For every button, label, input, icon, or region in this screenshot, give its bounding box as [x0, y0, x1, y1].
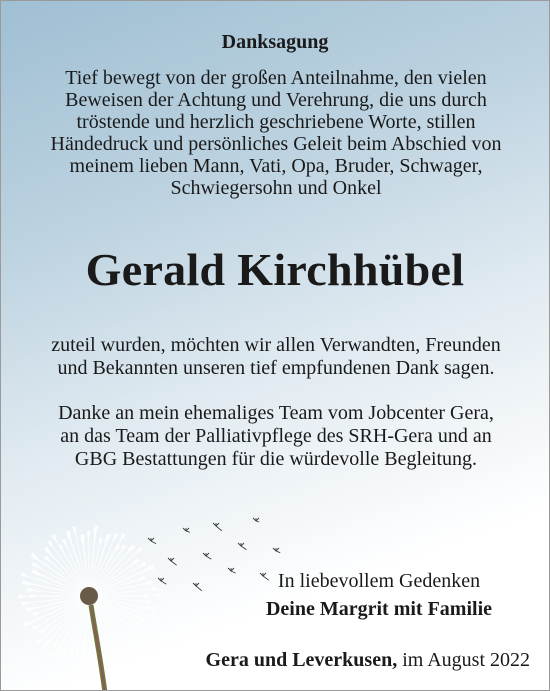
team-line: Danke an mein ehemaliges Team vom Jobcenter Gera, [58, 402, 494, 424]
deceased-name: Gerald Kirchhübel [85, 244, 465, 295]
intro-text [21, 67, 531, 199]
date: im August 2022 [402, 649, 530, 671]
intro-line: Händedruck und persönliches Geleit beim Abschied von [50, 133, 502, 155]
thanks-text [11, 334, 541, 380]
place: Gera und Leverkusen, [205, 649, 398, 671]
remembrance-block [229, 567, 529, 623]
signature: Deine Margrit mit Familie [265, 598, 493, 620]
intro-line: meinem lieben Mann, Vati, Opa, Bruder, Schwager, [69, 155, 483, 177]
remembrance-line: In liebevollem Gedenken [277, 570, 481, 592]
thanks-line: zuteil wurden, möchten wir allen Verwandten, Freunden [51, 334, 501, 356]
place-date [206, 649, 530, 672]
intro-line: tröstende und herzlich geschriebene Worte, stillen [76, 111, 476, 133]
team-thanks-text [11, 402, 541, 471]
intro-line: Tief bewegt von der großen Anteilnahme, den vielen [65, 67, 487, 89]
heading: Danksagung [221, 31, 329, 53]
intro-line: Beweisen der Achtung und Verehrung, die uns durch [65, 89, 487, 111]
team-line: GBG Bestattungen für die würdevolle Begleitung. [74, 448, 478, 470]
intro-line: Schwiegersohn und Onkel [170, 177, 382, 199]
thanks-line: und Bekannten unseren tief empfundenen Dank sagen. [57, 357, 495, 379]
team-line: an das Team der Palliativpflege des SRH-Gera und an [60, 425, 492, 447]
